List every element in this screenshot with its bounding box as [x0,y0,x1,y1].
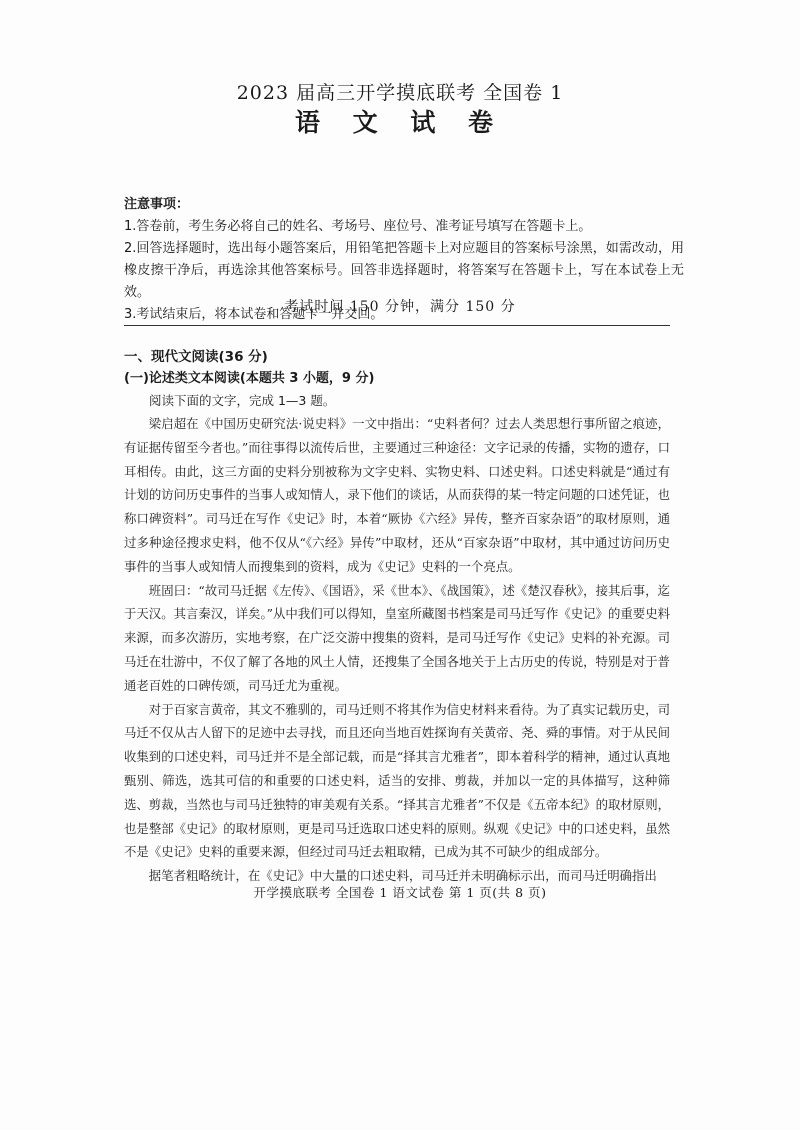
passage-paragraph: 据笔者粗略统计，在《史记》中大量的口述史料，司马迁并未明确标示出，而司马迁明确指出 [148,868,657,884]
exam-title: 2023 届高三开学摸底联考 全国卷 1 [236,82,564,104]
paper-name: 语 文 试 卷 [294,108,506,137]
passage-paragraph: 梁启超在《中国历史研究法·说史料》一文中指出：“史料者何？过去人类思想行事所留之痕迹，有证据传留至今者也。”而往事得以流传后世，主要通过三种途径：文字记录的传播，实物的遗存，口耳相传。由此，这三方面的史料分别被称为文字史料、实物史料、口述史料。口述史料就是“通过有计划的访问历史事件的当事人或知情人，录下他们的谈话，从而获得的某一特定问题的口述凭证，也称口碑资料”。司马迁在写作《史记》时，本着“厥协《六经》异传，整齐百家杂语”的取材原则，通过多种途径搜求史料，他不仅从“《六经》异传”中取材，还从“百家杂语”中取材，其中通过访问历史事件的当事人或知情人而搜集到的资料，成为《史记》史料的一个亮点。 [124,416,670,574]
section-title: 一、现代文阅读(36 分) [124,349,268,365]
notice-item: 3.考试结束后，将本试卷和答题卡一并交回。 [124,307,384,322]
reading-instruction: 阅读下面的文字，完成 1—3 题。 [149,393,336,408]
passage-paragraph: 对于百家言黄帝，其文不雅驯的，司马迁则不将其作为信史材料来看待。为了真实记载历史，司马迁不仅从古人留下的足迹中去寻找，而且还向当地百姓探询有关黄帝、尧、舜的事情。对于从民间收集到的口述史料，司马迁并不是全部记载，而是“择其言尤雅者”，即本着科学的精神，通过认真地甄别、筛选，选其可信的和重要的口述史料，适当的安排、剪裁，并加以一定的具体描写，这种筛选、剪裁，当然也与司马迁独特的审美观有关系。“择其言尤雅者”不仅是《五帝本纪》的取材原则，也是整部《史记》的取材原则，更是司马迁选取口述史料的原则。纵观《史记》中的口述史料，虽然不是《史记》史料的重要来源，但经过司马迁去粗取精，已成为其不可缺少的组成部分。 [124,701,670,860]
section-modern-reading [124,346,670,888]
reading-passage [124,412,670,888]
passage-paragraph: 班固曰：“故司马迁据《左传》、《国语》，采《世本》、《战国策》，述《楚汉春秋》，接其后事，迄于天汉。其言秦汉，详矣。”从中我们可以得知，皇室所藏图书档案是司马迁写作《史记》的重要史料来源，而多次游历，实地考察，在广泛交游中搜集的资料，是司马迁写作《史记》史料的补充源。司马迁在壮游中，不仅了解了各地的风土人情，还搜集了全国各地关于上古历史的传说，特别是对于普通老百姓的口碑传颂，司马迁尤为重视。 [124,582,670,693]
notice-item: 2.回答选择题时，选出每小题答案后，用铅笔把答题卡上对应题目的答案标号涂黑，如需改动，用橡皮擦干净后，再选涂其他答案标号。回答非选择题时，将答案写在答题卡上，写在本试卷上无效。 [124,241,684,300]
notice-heading: 注意事项： [124,197,190,212]
subsection-title: (一)论述类文本阅读(本题共 3 小题，9 分) [124,371,375,386]
page-footer: 开学摸底联考 全国卷 1 语文试卷 第 1 页(共 8 页) [253,885,547,900]
notice-item: 1.答卷前，考生务必将自己的姓名、考场号、座位号、准考证号填写在答题卡上。 [124,219,592,234]
exam-time: 考试时间 150 分钟，满分 150 分 [284,299,516,315]
divider [124,325,670,326]
